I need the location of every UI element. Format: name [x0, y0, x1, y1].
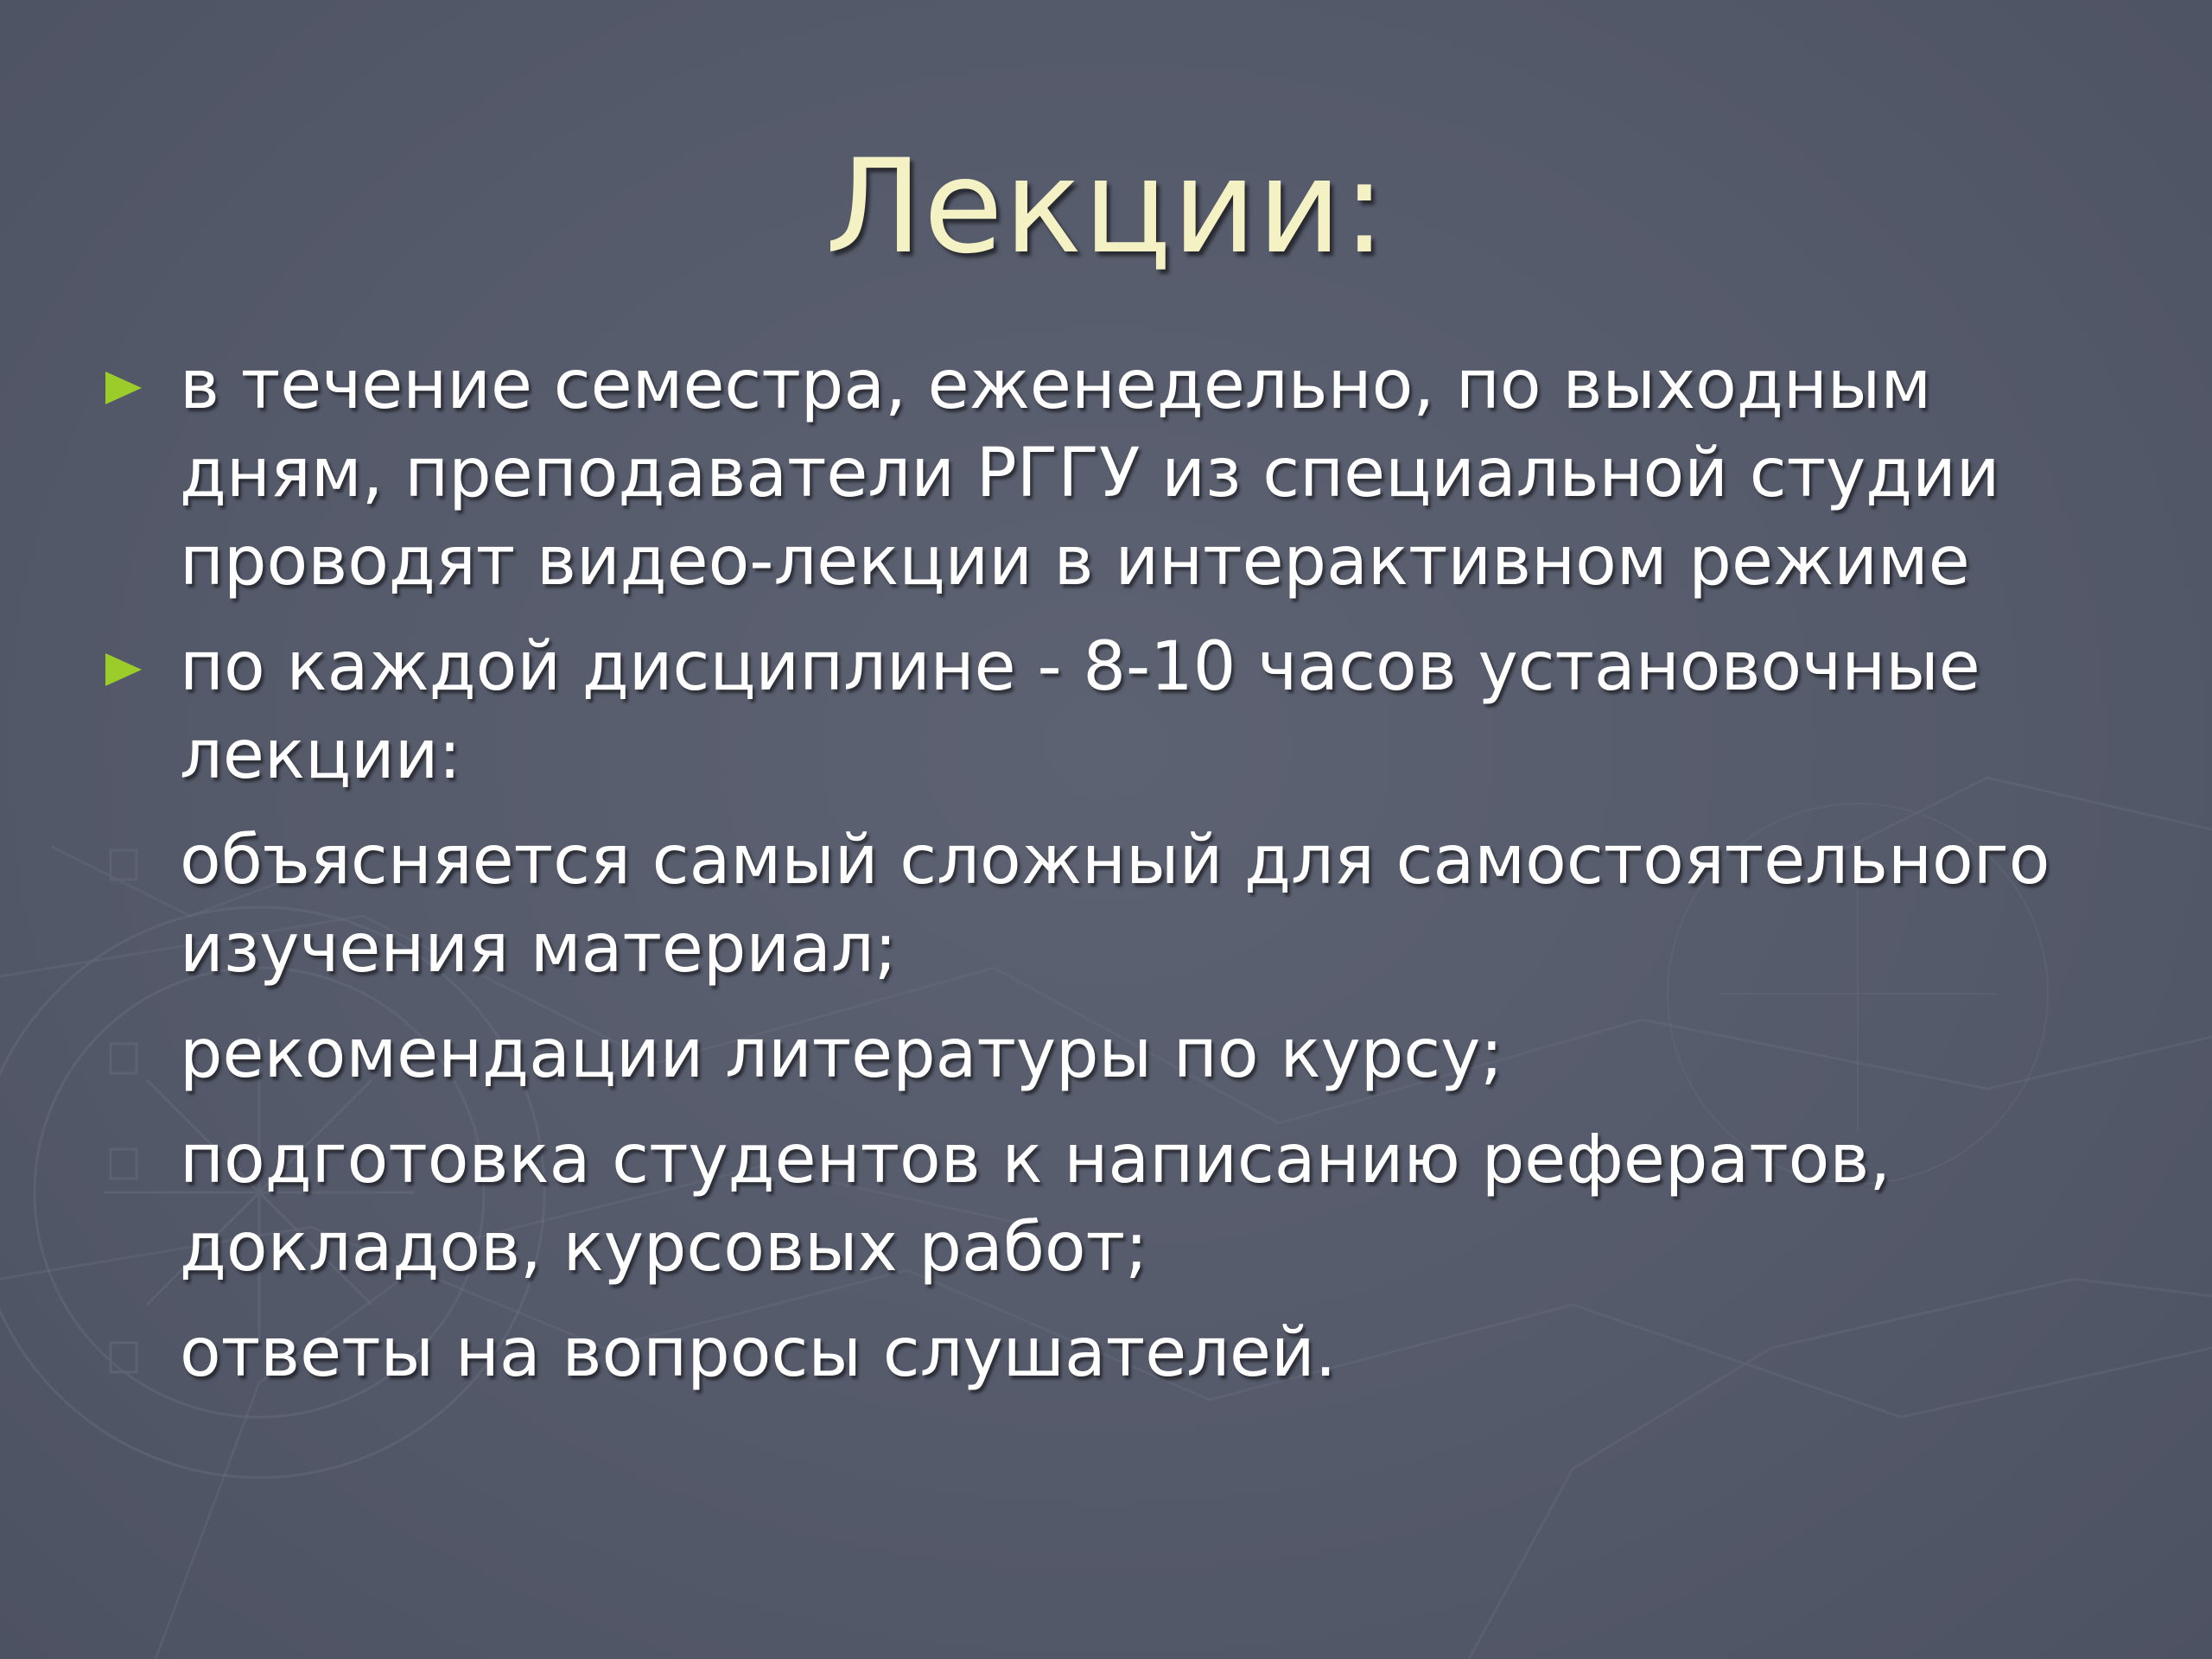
- arrow-bullet-icon: [102, 648, 145, 691]
- square-bullet-icon: [102, 1035, 145, 1078]
- square-bullet-icon: [102, 842, 145, 885]
- list-item-text: ответы на вопросы слушателей.: [180, 1314, 1337, 1392]
- list-item-text: подготовка студентов к написанию рефератов, докладов, курсовых работ;: [180, 1121, 1891, 1287]
- list-item: [95, 1116, 2152, 1292]
- list-item-text: по каждой дисциплине - 8-10 часов установочные лекции:: [180, 628, 1980, 794]
- arrow-bullet-icon: [102, 366, 145, 410]
- square-bullet-icon: [102, 1334, 145, 1377]
- list-item: [95, 1010, 2152, 1098]
- square-bullet-icon: [102, 1141, 145, 1184]
- list-item: [95, 623, 2152, 799]
- list-item: [95, 817, 2152, 993]
- list-item-text: в течение семестра, еженедельно, по выходным дням, преподаватели РГГУ из специальной студии проводят видео-лекции в интерактивном режиме: [180, 346, 2000, 601]
- list-item: [95, 1309, 2152, 1397]
- list-item: [95, 341, 2152, 606]
- list-item-text: рекомендации литературы по курсу;: [180, 1015, 1503, 1093]
- list-item-text: объясняется самый сложный для самостоятельного изучения материал;: [180, 822, 2050, 988]
- bullet-list: [95, 341, 2152, 1414]
- slide-title: Лекции:: [824, 132, 1388, 283]
